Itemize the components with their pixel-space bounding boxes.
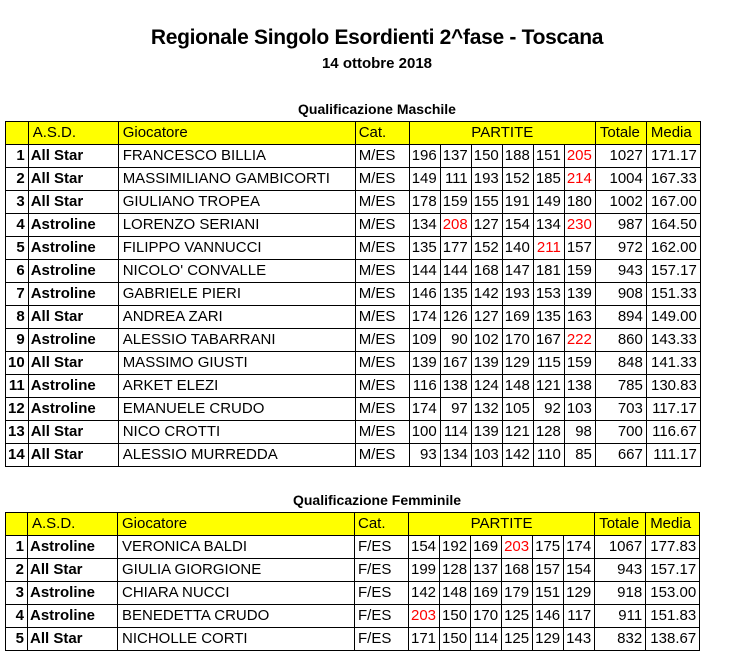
category-cell: M/ES — [355, 421, 409, 444]
club-cell: All Star — [28, 352, 118, 375]
game-score-cell: 114 — [471, 628, 502, 651]
game-score-cell: 150 — [440, 628, 471, 651]
female-results-table — [5, 512, 700, 651]
total-cell: 700 — [595, 421, 646, 444]
position-cell: 13 — [6, 421, 29, 444]
game-score-cell: 142 — [471, 283, 502, 306]
total-cell: 972 — [595, 237, 646, 260]
table-row — [6, 145, 701, 168]
category-cell: F/ES — [355, 605, 409, 628]
club-cell: Astroline — [28, 329, 118, 352]
game-score-cell: 159 — [564, 352, 595, 375]
table-row — [6, 306, 701, 329]
category-cell: F/ES — [355, 582, 409, 605]
game-score-cell: 177 — [440, 237, 471, 260]
game-score-cell: 169 — [471, 536, 502, 559]
average-cell: 117.17 — [646, 398, 700, 421]
game-score-cell: 134 — [533, 214, 564, 237]
category-cell: M/ES — [355, 283, 409, 306]
game-score-cell: 138 — [564, 375, 595, 398]
category-cell: M/ES — [355, 398, 409, 421]
table-row — [6, 536, 700, 559]
game-score-cell: 167 — [533, 329, 564, 352]
header-total: Totale — [595, 122, 646, 145]
player-name-cell: GABRIELE PIERI — [118, 283, 355, 306]
game-score-cell: 139 — [471, 352, 502, 375]
position-cell: 7 — [6, 283, 29, 306]
header-average: Media — [646, 122, 700, 145]
game-score-cell: 185 — [533, 168, 564, 191]
table-row — [6, 398, 701, 421]
header-category: Cat. — [355, 513, 409, 536]
game-score-cell: 102 — [471, 329, 502, 352]
player-name-cell: LORENZO SERIANI — [118, 214, 355, 237]
player-name-cell: ALESSIO TABARRANI — [118, 329, 355, 352]
game-score-cell: 121 — [533, 375, 564, 398]
category-cell: M/ES — [355, 375, 409, 398]
average-cell: 157.17 — [646, 260, 700, 283]
player-name-cell: ANDREA ZARI — [118, 306, 355, 329]
game-score-cell: 124 — [471, 375, 502, 398]
position-cell: 1 — [6, 536, 28, 559]
club-cell: All Star — [28, 444, 118, 467]
game-score-cell: 85 — [564, 444, 595, 467]
game-score-cell: 151 — [533, 145, 564, 168]
player-name-cell: NICHOLLE CORTI — [118, 628, 355, 651]
game-score-cell: 109 — [409, 329, 440, 352]
total-cell: 848 — [595, 352, 646, 375]
average-cell: 149.00 — [646, 306, 700, 329]
game-score-cell: 117 — [564, 605, 595, 628]
total-cell: 1004 — [595, 168, 646, 191]
player-name-cell: BENEDETTA CRUDO — [118, 605, 355, 628]
male-results-table — [5, 121, 701, 467]
game-score-cell: 175 — [533, 536, 564, 559]
average-cell: 111.17 — [646, 444, 700, 467]
game-score-cell: 168 — [502, 559, 533, 582]
average-cell: 141.33 — [646, 352, 700, 375]
game-score-cell: 135 — [533, 306, 564, 329]
header-games: PARTITE — [409, 122, 595, 145]
total-cell: 943 — [595, 260, 646, 283]
table-row — [6, 582, 700, 605]
game-score-cell: 154 — [409, 536, 440, 559]
game-score-cell: 138 — [440, 375, 471, 398]
category-cell: M/ES — [355, 191, 409, 214]
club-cell: All Star — [28, 168, 118, 191]
game-score-cell: 128 — [440, 559, 471, 582]
position-cell: 3 — [6, 191, 29, 214]
player-name-cell: FRANCESCO BILLIA — [118, 145, 355, 168]
game-score-cell: 174 — [409, 306, 440, 329]
game-score-cell: 105 — [502, 398, 533, 421]
game-score-cell: 150 — [440, 605, 471, 628]
game-score-cell: 97 — [440, 398, 471, 421]
player-name-cell: MASSIMILIANO GAMBICORTI — [118, 168, 355, 191]
header-position-cell — [6, 513, 28, 536]
total-cell: 785 — [595, 375, 646, 398]
average-cell: 116.67 — [646, 421, 700, 444]
player-name-cell: EMANUELE CRUDO — [118, 398, 355, 421]
game-score-cell: 114 — [440, 421, 471, 444]
average-cell: 162.00 — [646, 237, 700, 260]
game-score-cell: 116 — [409, 375, 440, 398]
total-cell: 860 — [595, 329, 646, 352]
game-score-cell: 149 — [409, 168, 440, 191]
player-name-cell: ARKET ELEZI — [118, 375, 355, 398]
game-score-cell: 137 — [471, 559, 502, 582]
position-cell: 11 — [6, 375, 29, 398]
game-score-cell: 125 — [502, 628, 533, 651]
game-score-cell: 196 — [409, 145, 440, 168]
average-cell: 138.67 — [646, 628, 700, 651]
game-score-cell: 181 — [533, 260, 564, 283]
section-title-male: Qualificazione Maschile — [298, 101, 456, 117]
table-header-row — [6, 513, 700, 536]
game-score-cell: 135 — [440, 283, 471, 306]
game-score-cell: 146 — [409, 283, 440, 306]
category-cell: M/ES — [355, 306, 409, 329]
category-cell: M/ES — [355, 214, 409, 237]
game-score-cell: 90 — [440, 329, 471, 352]
average-cell: 157.17 — [646, 559, 700, 582]
club-cell: All Star — [28, 628, 118, 651]
club-cell: Astroline — [28, 214, 118, 237]
club-cell: Astroline — [28, 536, 118, 559]
game-score-cell: 222 — [564, 329, 595, 352]
total-cell: 911 — [595, 605, 646, 628]
game-score-cell: 152 — [471, 237, 502, 260]
game-score-cell: 148 — [440, 582, 471, 605]
game-score-cell: 115 — [533, 352, 564, 375]
club-cell: Astroline — [28, 260, 118, 283]
game-score-cell: 110 — [533, 444, 564, 467]
header-games: PARTITE — [409, 513, 595, 536]
total-cell: 1002 — [595, 191, 646, 214]
club-cell: Astroline — [28, 283, 118, 306]
position-cell: 9 — [6, 329, 29, 352]
header-player: Giocatore — [118, 513, 355, 536]
game-score-cell: 170 — [502, 329, 533, 352]
position-cell: 4 — [6, 214, 29, 237]
game-score-cell: 127 — [471, 306, 502, 329]
game-score-cell: 230 — [564, 214, 595, 237]
total-cell: 987 — [595, 214, 646, 237]
game-score-cell: 128 — [533, 421, 564, 444]
game-score-cell: 178 — [409, 191, 440, 214]
total-cell: 894 — [595, 306, 646, 329]
game-score-cell: 157 — [533, 559, 564, 582]
club-cell: Astroline — [28, 605, 118, 628]
position-cell: 10 — [6, 352, 29, 375]
table-row — [6, 168, 701, 191]
game-score-cell: 188 — [502, 145, 533, 168]
game-score-cell: 203 — [409, 605, 440, 628]
page-title: Regionale Singolo Esordienti 2^fase - Toscana — [150, 26, 604, 49]
table-row — [6, 352, 701, 375]
game-score-cell: 150 — [471, 145, 502, 168]
total-cell: 1027 — [595, 145, 646, 168]
category-cell: F/ES — [355, 628, 409, 651]
average-cell: 177.83 — [646, 536, 700, 559]
game-score-cell: 146 — [533, 605, 564, 628]
player-name-cell: NICO CROTTI — [118, 421, 355, 444]
game-score-cell: 93 — [409, 444, 440, 467]
position-cell: 5 — [6, 237, 29, 260]
category-cell: F/ES — [355, 536, 409, 559]
game-score-cell: 111 — [440, 168, 471, 191]
game-score-cell: 98 — [564, 421, 595, 444]
game-score-cell: 205 — [564, 145, 595, 168]
game-score-cell: 151 — [533, 582, 564, 605]
game-score-cell: 174 — [409, 398, 440, 421]
game-score-cell: 139 — [471, 421, 502, 444]
position-cell: 12 — [6, 398, 29, 421]
club-cell: All Star — [28, 559, 118, 582]
club-cell: Astroline — [28, 237, 118, 260]
average-cell: 171.17 — [646, 145, 700, 168]
position-cell: 2 — [6, 168, 29, 191]
club-cell: All Star — [28, 306, 118, 329]
game-score-cell: 203 — [502, 536, 533, 559]
player-name-cell: VERONICA BALDI — [118, 536, 355, 559]
category-cell: M/ES — [355, 260, 409, 283]
table-row — [6, 260, 701, 283]
game-score-cell: 180 — [564, 191, 595, 214]
position-cell: 1 — [6, 145, 29, 168]
game-score-cell: 192 — [440, 536, 471, 559]
player-name-cell: MASSIMO GIUSTI — [118, 352, 355, 375]
game-score-cell: 142 — [502, 444, 533, 467]
game-score-cell: 125 — [502, 605, 533, 628]
game-score-cell: 157 — [564, 237, 595, 260]
player-name-cell: ALESSIO MURREDDA — [118, 444, 355, 467]
club-cell: Astroline — [28, 398, 118, 421]
game-score-cell: 179 — [502, 582, 533, 605]
game-score-cell: 129 — [502, 352, 533, 375]
game-score-cell: 193 — [471, 168, 502, 191]
event-date: 14 ottobre 2018 — [321, 55, 433, 72]
section-title-female: Qualificazione Femminile — [292, 492, 462, 508]
game-score-cell: 148 — [502, 375, 533, 398]
game-score-cell: 92 — [533, 398, 564, 421]
header-average: Media — [646, 513, 700, 536]
average-cell: 164.50 — [646, 214, 700, 237]
table-row — [6, 444, 701, 467]
game-score-cell: 140 — [502, 237, 533, 260]
header-total: Totale — [595, 513, 646, 536]
game-score-cell: 126 — [440, 306, 471, 329]
game-score-cell: 121 — [502, 421, 533, 444]
game-score-cell: 214 — [564, 168, 595, 191]
player-name-cell: NICOLO' CONVALLE — [118, 260, 355, 283]
game-score-cell: 168 — [471, 260, 502, 283]
total-cell: 943 — [595, 559, 646, 582]
category-cell: M/ES — [355, 352, 409, 375]
game-score-cell: 134 — [440, 444, 471, 467]
position-cell: 14 — [6, 444, 29, 467]
header-asd: A.S.D. — [28, 513, 118, 536]
game-score-cell: 159 — [564, 260, 595, 283]
game-score-cell: 103 — [471, 444, 502, 467]
table-row — [6, 421, 701, 444]
game-score-cell: 174 — [564, 536, 595, 559]
club-cell: All Star — [28, 191, 118, 214]
game-score-cell: 103 — [564, 398, 595, 421]
average-cell: 143.33 — [646, 329, 700, 352]
header-position-cell — [6, 122, 29, 145]
game-score-cell: 142 — [409, 582, 440, 605]
game-score-cell: 100 — [409, 421, 440, 444]
average-cell: 167.00 — [646, 191, 700, 214]
club-cell: Astroline — [28, 582, 118, 605]
club-cell: Astroline — [28, 375, 118, 398]
category-cell: M/ES — [355, 329, 409, 352]
category-cell: M/ES — [355, 237, 409, 260]
table-row — [6, 559, 700, 582]
game-score-cell: 137 — [440, 145, 471, 168]
game-score-cell: 163 — [564, 306, 595, 329]
average-cell: 151.83 — [646, 605, 700, 628]
position-cell: 6 — [6, 260, 29, 283]
game-score-cell: 144 — [440, 260, 471, 283]
table-row — [6, 283, 701, 306]
table-row — [6, 329, 701, 352]
average-cell: 153.00 — [646, 582, 700, 605]
player-name-cell: CHIARA NUCCI — [118, 582, 355, 605]
game-score-cell: 159 — [440, 191, 471, 214]
player-name-cell: GIULIA GIORGIONE — [118, 559, 355, 582]
game-score-cell: 191 — [502, 191, 533, 214]
game-score-cell: 139 — [564, 283, 595, 306]
game-score-cell: 139 — [409, 352, 440, 375]
header-category: Cat. — [355, 122, 409, 145]
game-score-cell: 155 — [471, 191, 502, 214]
position-cell: 8 — [6, 306, 29, 329]
header-player: Giocatore — [118, 122, 355, 145]
club-cell: All Star — [28, 145, 118, 168]
table-row — [6, 191, 701, 214]
average-cell: 167.33 — [646, 168, 700, 191]
game-score-cell: 169 — [502, 306, 533, 329]
game-score-cell: 129 — [533, 628, 564, 651]
game-score-cell: 171 — [409, 628, 440, 651]
game-score-cell: 170 — [471, 605, 502, 628]
average-cell: 130.83 — [646, 375, 700, 398]
position-cell: 4 — [6, 605, 28, 628]
category-cell: F/ES — [355, 559, 409, 582]
game-score-cell: 154 — [502, 214, 533, 237]
category-cell: M/ES — [355, 444, 409, 467]
game-score-cell: 152 — [502, 168, 533, 191]
game-score-cell: 169 — [471, 582, 502, 605]
game-score-cell: 208 — [440, 214, 471, 237]
player-name-cell: FILIPPO VANNUCCI — [118, 237, 355, 260]
game-score-cell: 154 — [564, 559, 595, 582]
game-score-cell: 127 — [471, 214, 502, 237]
total-cell: 1067 — [595, 536, 646, 559]
player-name-cell: GIULIANO TROPEA — [118, 191, 355, 214]
table-row — [6, 214, 701, 237]
table-row — [6, 375, 701, 398]
game-score-cell: 134 — [409, 214, 440, 237]
position-cell: 2 — [6, 559, 28, 582]
game-score-cell: 147 — [502, 260, 533, 283]
game-score-cell: 129 — [564, 582, 595, 605]
header-asd: A.S.D. — [28, 122, 118, 145]
game-score-cell: 143 — [564, 628, 595, 651]
game-score-cell: 211 — [533, 237, 564, 260]
table-header-row — [6, 122, 701, 145]
game-score-cell: 144 — [409, 260, 440, 283]
game-score-cell: 132 — [471, 398, 502, 421]
game-score-cell: 149 — [533, 191, 564, 214]
game-score-cell: 135 — [409, 237, 440, 260]
game-score-cell: 167 — [440, 352, 471, 375]
category-cell: M/ES — [355, 168, 409, 191]
total-cell: 918 — [595, 582, 646, 605]
total-cell: 832 — [595, 628, 646, 651]
table-row — [6, 237, 701, 260]
position-cell: 3 — [6, 582, 28, 605]
game-score-cell: 199 — [409, 559, 440, 582]
game-score-cell: 153 — [533, 283, 564, 306]
table-row — [6, 605, 700, 628]
average-cell: 151.33 — [646, 283, 700, 306]
position-cell: 5 — [6, 628, 28, 651]
game-score-cell: 193 — [502, 283, 533, 306]
total-cell: 703 — [595, 398, 646, 421]
category-cell: M/ES — [355, 145, 409, 168]
table-row — [6, 628, 700, 651]
club-cell: All Star — [28, 421, 118, 444]
total-cell: 908 — [595, 283, 646, 306]
total-cell: 667 — [595, 444, 646, 467]
